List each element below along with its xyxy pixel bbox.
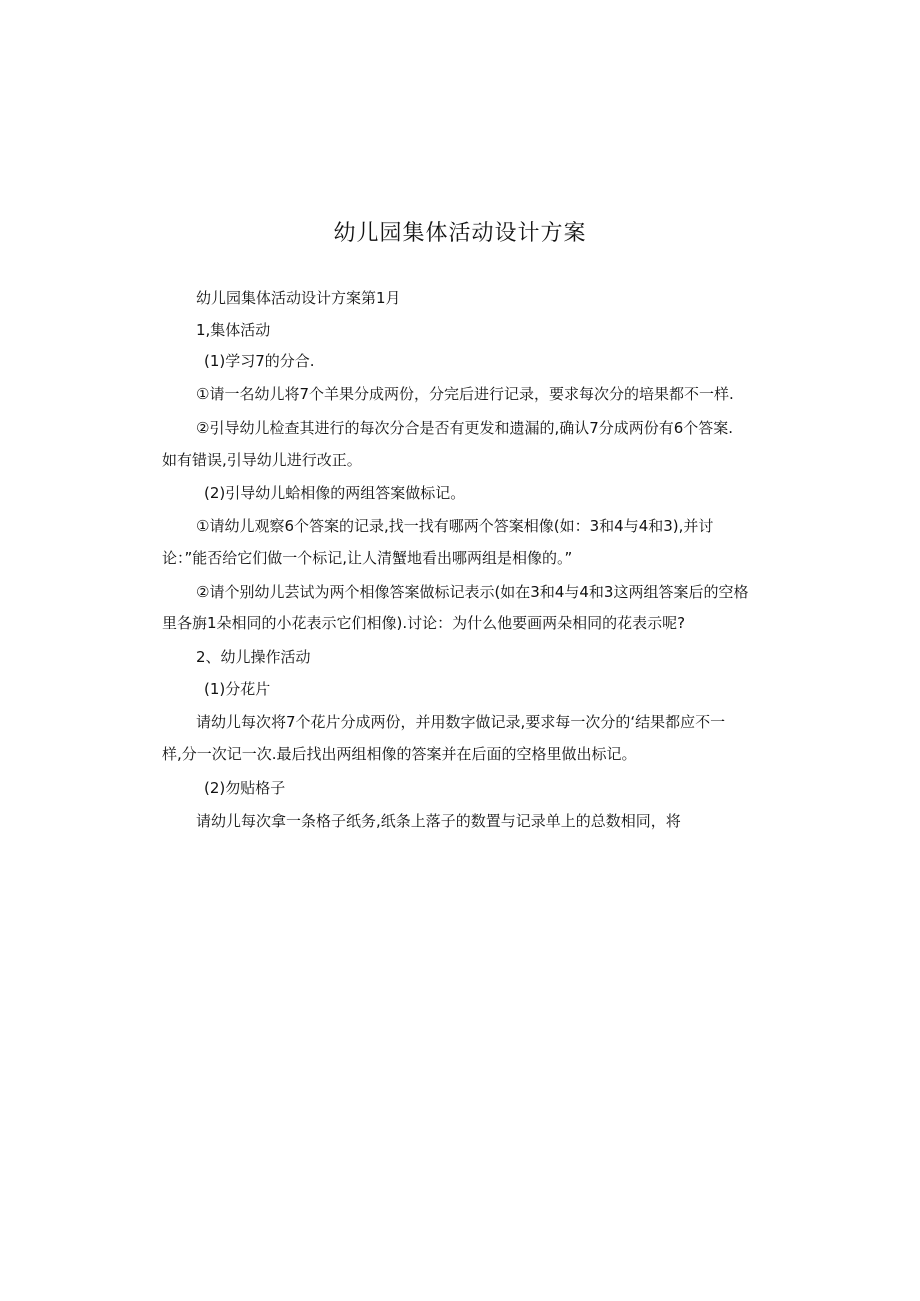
paragraph-line: 请幼儿每次将7个花片分成两份，并用数字做记录,要求每一次分的‘结果都应不一: [196, 713, 726, 731]
paragraph-line: 如有错误,引导幼儿进行改正。: [162, 451, 362, 469]
paragraph-line: ②请个别幼儿芸试为两个相像答案做标记表示(如在3和4与4和3这两组答案后的空格: [196, 583, 749, 601]
subsection-heading: (1)分花片: [204, 680, 271, 698]
document-title: 幼儿园集体活动设计方案: [333, 221, 587, 246]
paragraph-line: 幼儿园集体活动设计方案第1月: [196, 289, 401, 307]
subsection-heading: (2)引导幼儿蛤相像的两组答案做标记。: [204, 484, 466, 502]
paragraph-line: 里各旃1朵相同的小花表示它们相像).讨论：为什么他要画两朵相同的花表示呢?: [162, 614, 686, 632]
paragraph-line: ①请幼儿观察6个答案的记录,找一找有哪两个答案相像(如：3和4与4和3),并讨: [196, 517, 714, 535]
paragraph-line: ①请一名幼儿将7个羊果分成两份，分完后进行记录，要求每次分的培果都不一样.: [196, 385, 734, 403]
paragraph-line: 请幼儿每次拿一条格子纸务,纸条上落子的数置与记录单上的总数相同，将: [196, 812, 681, 830]
paragraph-line: 样,分一次记一次.最后找出两组相像的答案并在后面的空格里做出标记。: [162, 745, 637, 763]
subsection-heading: (2)勿贴格子: [204, 779, 286, 797]
subsection-heading: (1)学习7的分合.: [204, 352, 315, 370]
section-heading: 2、幼儿操作活动: [196, 648, 311, 666]
paragraph-line: ②引导幼儿检查其进行的每次分合是否有更发和遗漏的,确认7分成两份有6个答案.: [196, 419, 734, 437]
paragraph-line: 论：”能否给它们做一个标记,让人清蟹地看出哪两组是相像的。”: [162, 549, 573, 567]
section-heading: 1,集体活动: [196, 321, 271, 339]
